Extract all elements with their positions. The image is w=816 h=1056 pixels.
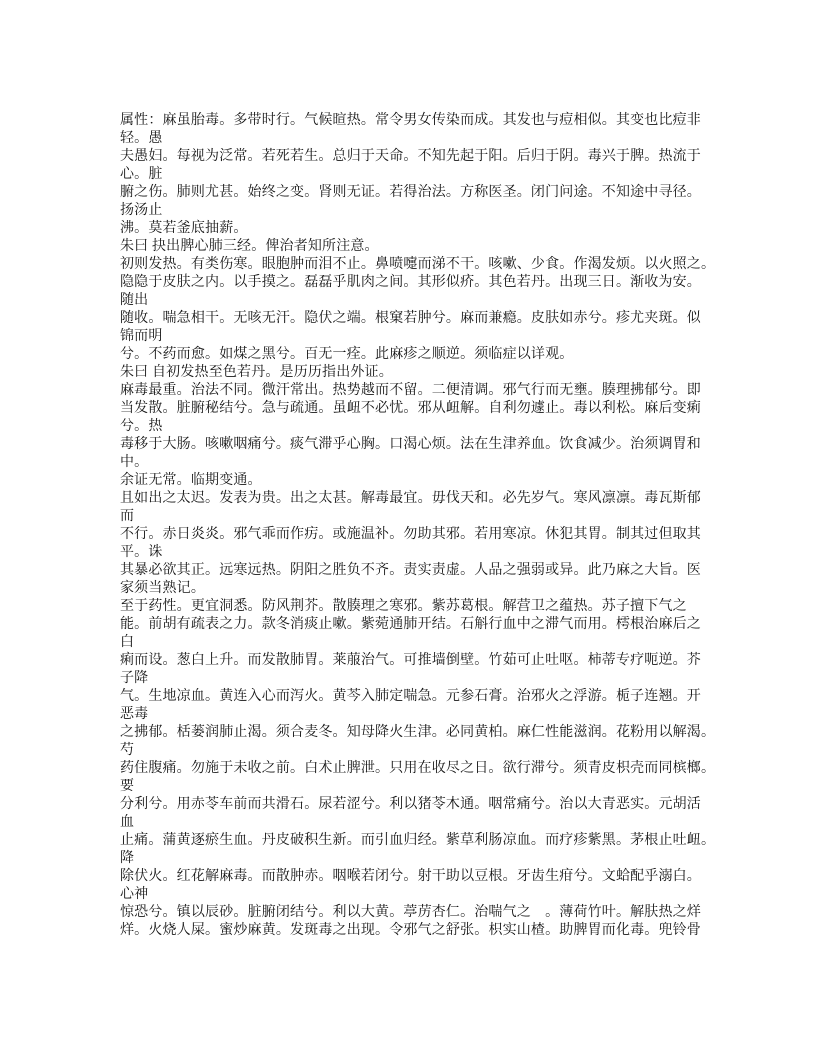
- text-line: 扬汤止: [120, 203, 163, 218]
- text-line: 轻。愚: [120, 131, 163, 146]
- text-line: 腑之伤。肺则尤甚。始终之变。肾则无证。若得治法。方称医圣。闭门问途。不知途中寻径。: [120, 185, 701, 200]
- text-line: 沸。莫若釜底抽薪。: [120, 221, 248, 236]
- text-line: 血: [120, 815, 135, 830]
- text-line: 分利兮。用赤苓车前而共滑石。尿若涩兮。利以猪苓木通。咽常痛兮。治以大青恶实。元胡活: [120, 797, 701, 812]
- document-text-block: [120, 112, 722, 940]
- text-line: 平。诛: [120, 545, 163, 560]
- text-line: 家须当熟记。: [120, 581, 206, 596]
- text-line: 隐隐于皮肤之内。以手摸之。磊磊乎肌肉之间。其形似疥。其色若丹。出现三日。渐收为安。: [120, 275, 701, 290]
- text-line: 要: [120, 779, 135, 794]
- text-line: 且如出之太迟。发表为贵。出之太甚。解毒最宜。毋伐天和。必先岁气。寒风凛凛。毒瓦斯郁: [120, 491, 701, 506]
- text-line: 中。: [120, 455, 149, 470]
- text-line: 惊恐兮。镇以辰砂。脏腑闭结兮。利以大黄。葶苈杏仁。治喘气之 。薄荷竹叶。解肤热之烊: [120, 905, 701, 920]
- text-line: 锦而明: [120, 329, 163, 344]
- text-line: 至于药性。更宜洞悉。防风荆芥。散腠理之寒邪。紫苏葛根。解营卫之蕴热。苏子擅下气之: [120, 599, 687, 614]
- text-line: 不行。赤日炎炎。邪气乖而作疠。或施温补。勿助其邪。若用寒凉。休犯其胃。制其过但取其: [120, 527, 701, 542]
- text-line: 兮。热: [120, 419, 163, 434]
- text-line: 随出: [120, 293, 149, 308]
- text-line: 除伏火。红花解麻毒。而散肿赤。咽喉若闭兮。射干助以豆根。牙齿生疳兮。文蛤配乎溺白。: [120, 869, 701, 884]
- text-line: 能。前胡有疏表之力。款冬消痰止嗽。紫菀通肺开结。石斛行血中之滞气而用。樗根治麻后之: [120, 617, 701, 632]
- text-line: 恶毒: [120, 707, 149, 722]
- text-line: 朱曰 自初发热至色若丹。是历历指出外证。: [120, 365, 393, 380]
- text-line: 之拂郁。栝蒌润肺止渴。须合麦冬。知母降火生津。必同黄柏。麻仁性能滋润。花粉用以解渴。: [120, 725, 716, 740]
- text-line: 气。生地凉血。黄连入心而泻火。黄芩入肺定喘急。元参石膏。治邪火之浮游。栀子连翘。开: [120, 689, 701, 704]
- text-line: 药住腹痛。勿施于未收之前。白术止脾泄。只用在收尽之日。欲行滞兮。须青皮枳壳而同槟榔。: [120, 761, 716, 776]
- text-line: 其暴必欲其正。远寒远热。阴阳之胜负不齐。责实责虚。人品之强弱或异。此乃麻之大旨。医: [120, 563, 701, 578]
- text-line: 芍: [120, 743, 135, 758]
- text-line: 随收。喘急相干。无咳无汗。隐伏之端。根窠若肿兮。麻而兼瘾。皮肤如赤兮。疹尤夹斑。似: [120, 311, 701, 326]
- text-line: 初则发热。有类伤寒。眼胞肿而泪不止。鼻喷嚏而涕不干。咳嗽、少食。作渴发烦。以火照之。: [120, 257, 716, 272]
- text-line: 心。脏: [120, 167, 163, 182]
- text-line: 白: [120, 635, 135, 650]
- text-line: 心神: [120, 887, 149, 902]
- text-line: 当发散。脏腑秘结兮。急与疏通。虽衄不必忧。邪从衄解。自利勿遽止。毒以利松。麻后变痢: [120, 401, 701, 416]
- text-line: 属性：麻虽胎毒。多带时行。气候暄热。常令男女传染而成。其发也与痘相似。其变也比痘非: [120, 113, 701, 128]
- text-line: 而: [120, 509, 135, 524]
- text-line: 余证无常。临期变通。: [120, 473, 262, 488]
- text-line: 止痛。蒲黄逐瘀生血。丹皮破积生新。而引血归经。紫草利肠凉血。而疗疹紫黑。茅根止吐衄。: [120, 833, 716, 848]
- text-line: 痢而设。葱白上升。而发散肺胃。莱菔治气。可推墙倒壁。竹茹可止吐呕。柿蒂专疗呃逆。芥: [120, 653, 701, 668]
- text-line: 毒移于大肠。咳嗽咽痛兮。痰气滞乎心胸。口渴心烦。法在生津养血。饮食减少。治须调胃和: [120, 437, 701, 452]
- text-line: 子降: [120, 671, 149, 686]
- text-line: 降: [120, 851, 135, 866]
- text-line: 麻毒最重。治法不同。微汗常出。热势越而不留。二便清调。邪气行而无壅。腠理拂郁兮。即: [120, 383, 701, 398]
- text-line: 夫愚妇。每视为泛常。若死若生。总归于天命。不知先起于阳。后归于阴。毒兴于脾。热流于: [120, 149, 701, 164]
- text-line: 朱曰 抉出脾心肺三经。俾治者知所注意。: [120, 239, 379, 254]
- text-line: 兮。不药而愈。如煤之黑兮。百无一痊。此麻疹之顺逆。须临症以详观。: [120, 347, 574, 362]
- text-line: 烊。火烧人屎。蜜炒麻黄。发斑毒之出现。令邪气之舒张。枳实山楂。助脾胃而化毒。兜铃骨: [120, 923, 701, 938]
